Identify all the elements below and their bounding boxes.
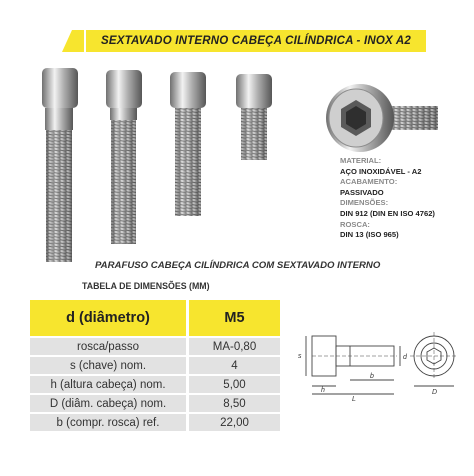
- spec-finish-value: PASSIVADO: [340, 187, 384, 197]
- bolt-short-icon: [236, 74, 272, 160]
- table-row: [30, 414, 280, 431]
- label-l: L: [352, 396, 356, 402]
- row-label: rosca/passo: [30, 338, 189, 355]
- specifications-list: [340, 156, 470, 241]
- spec-material-value: AÇO INOXIDÁVEL - A2: [340, 166, 422, 176]
- label-D: D: [432, 389, 438, 396]
- dimensions-table: [30, 298, 280, 433]
- table-title: TABELA DE DIMENSÕES (MM): [82, 281, 210, 291]
- table-row: [30, 357, 280, 374]
- row-label: b (compr. rosca) ref.: [30, 414, 189, 431]
- bolt-photos: [30, 60, 310, 270]
- row-value: 5,00: [189, 376, 280, 393]
- spec-thread-value: DIN 13 (ISO 965): [340, 230, 399, 240]
- table-row: [30, 395, 280, 412]
- row-value: 4: [189, 357, 280, 374]
- row-value: 22,00: [189, 414, 280, 431]
- label-h: h: [321, 387, 325, 394]
- label-s: s: [298, 353, 302, 360]
- spec-dimensions-value: DIN 912 (DIN EN ISO 4762): [340, 208, 435, 218]
- product-title: SEXTAVADO INTERNO CABEÇA CILÍNDRICA - INOX A2: [101, 35, 411, 47]
- label-b: b: [370, 373, 374, 380]
- row-value: 8,50: [189, 395, 280, 412]
- product-caption: PARAFUSO CABEÇA CILÍNDRICA COM SEXTAVADO INTERNO: [95, 260, 381, 271]
- header-size: M5: [189, 300, 280, 336]
- label-d: d: [403, 354, 407, 361]
- row-label: s (chave) nom.: [30, 357, 189, 374]
- table-header-row: [30, 300, 280, 336]
- bolt-medium-long-icon: [106, 70, 142, 244]
- table-row: [30, 338, 280, 355]
- table-row: [30, 376, 280, 393]
- spec-finish-label: ACABAMENTO:: [340, 177, 398, 187]
- spec-thread-label: ROSCA:: [340, 219, 370, 229]
- spec-dimensions-label: DIMENSÕES:: [340, 198, 389, 208]
- row-label: D (diâm. cabeça) nom.: [30, 395, 189, 412]
- spec-material-label: MATERIAL:: [340, 156, 382, 165]
- technical-drawing: [292, 322, 470, 402]
- product-title-banner: [86, 30, 426, 52]
- banner-tail-decoration: [62, 30, 84, 52]
- bolt-long-icon: [42, 68, 78, 262]
- row-value: MA-0,80: [189, 338, 280, 355]
- bolt-head-closeup: [322, 82, 442, 154]
- row-label: h (altura cabeça) nom.: [30, 376, 189, 393]
- bolt-medium-icon: [170, 72, 206, 216]
- header-diameter: d (diâmetro): [30, 300, 189, 336]
